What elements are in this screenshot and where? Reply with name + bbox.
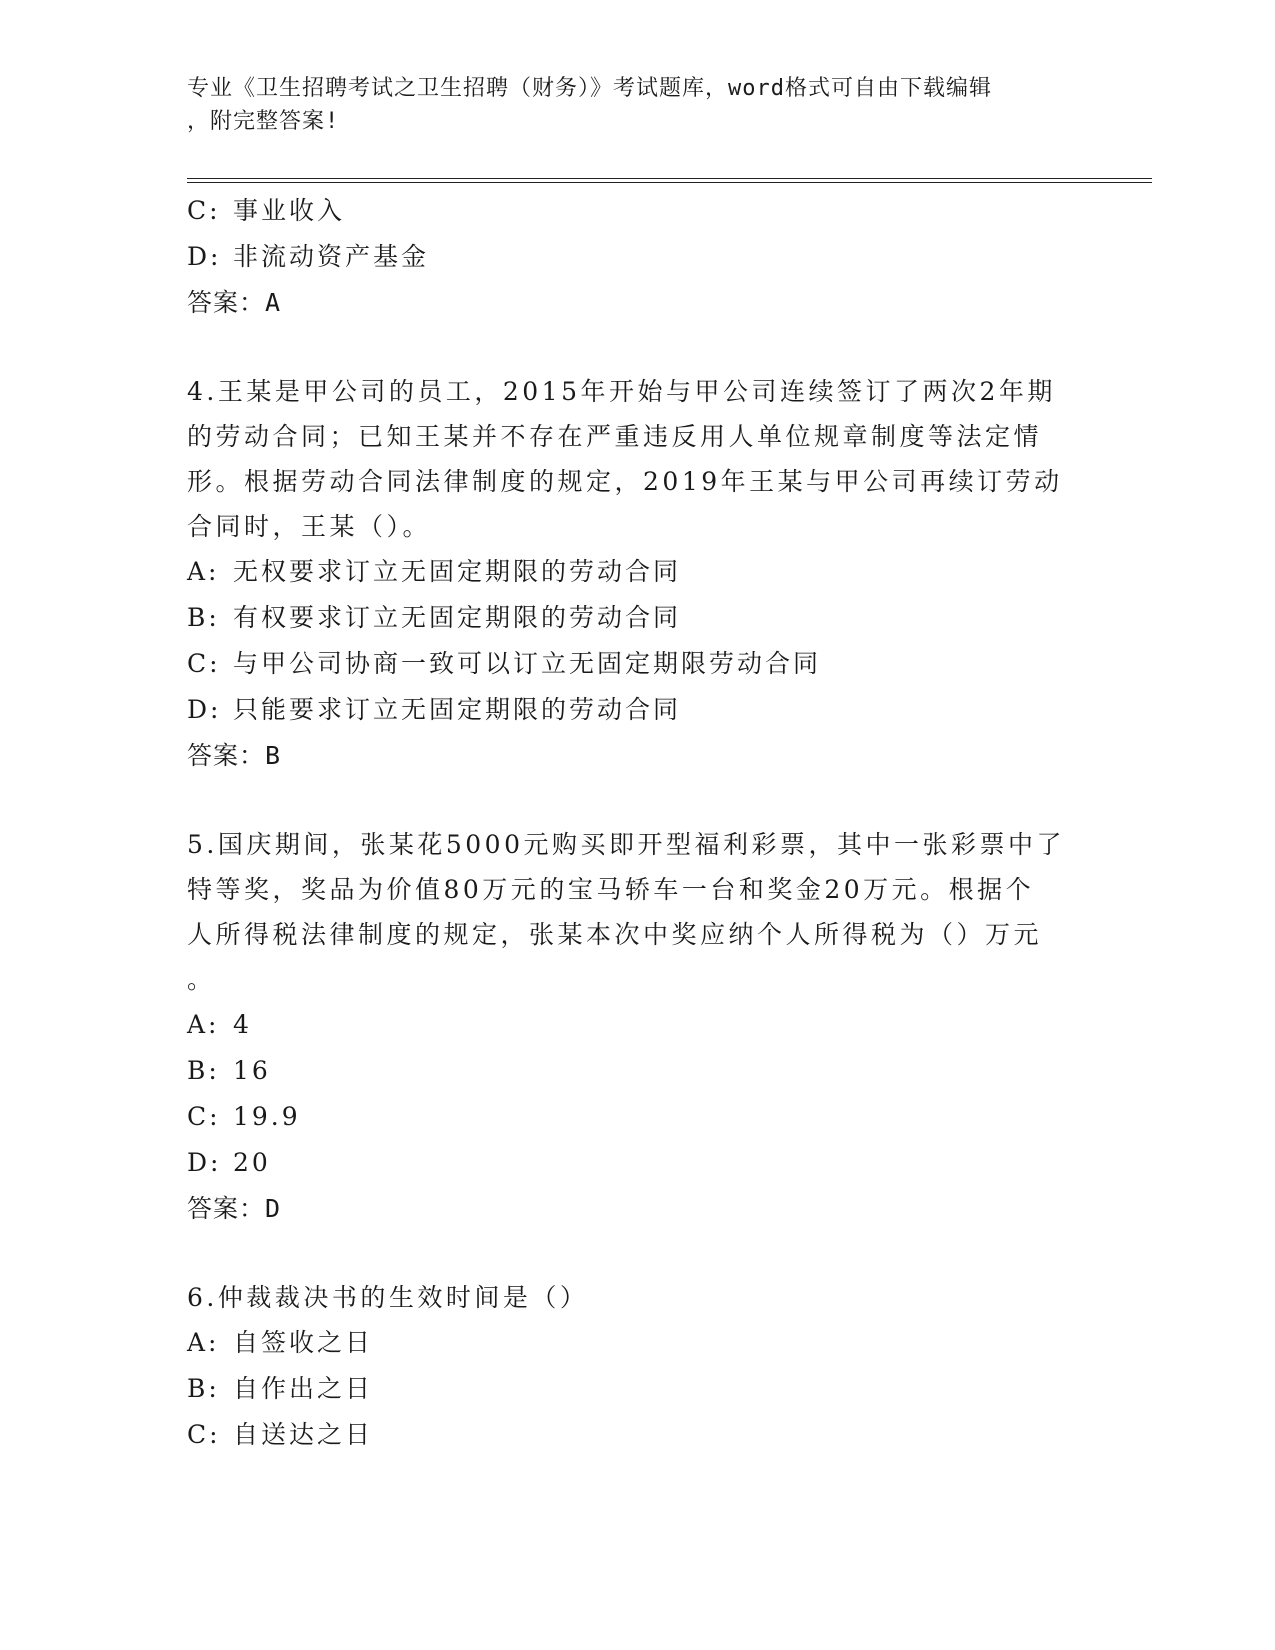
q5-option-d xyxy=(187,1140,1067,1186)
option-key: C: xyxy=(187,1420,221,1449)
q4-option-b xyxy=(187,595,1067,641)
spacer xyxy=(187,779,1067,822)
q6-option-c xyxy=(187,1412,1067,1458)
q5-stem-line: 人所得税法律制度的规定，张某本次中奖应纳个人所得税为（）万元 xyxy=(187,920,1043,949)
option-key: B: xyxy=(187,603,220,632)
q6-option-a xyxy=(187,1320,1067,1366)
q4-stem-line: 的劳动合同；已知王某并不存在严重违反用人单位规章制度等法定情 xyxy=(187,422,1043,451)
q4-stem-line: 形。根据劳动合同法律制度的规定，2019年王某与甲公司再续订劳动 xyxy=(187,467,1063,496)
header-divider-top xyxy=(187,178,1152,179)
q3-option-c xyxy=(187,188,1067,234)
q6-stem-line: 6.仲裁裁决书的生效时间是（） xyxy=(187,1283,589,1312)
option-text: 非流动资产基金 xyxy=(233,242,430,271)
option-key: A: xyxy=(187,557,220,586)
q3-option-d xyxy=(187,234,1067,280)
option-text: 与甲公司协商一致可以订立无固定期限劳动合同 xyxy=(233,649,822,678)
q4-option-a xyxy=(187,549,1067,595)
q4-stem-line: 4.王某是甲公司的员工，2015年开始与甲公司连续签订了两次2年期 xyxy=(187,377,1056,406)
q4-answer: 答案：B xyxy=(187,741,282,770)
q5-stem-line: 5.国庆期间，张某花5000元购买即开型福利彩票，其中一张彩票中了 xyxy=(187,830,1065,859)
q4-option-c xyxy=(187,641,1067,687)
option-key: D: xyxy=(187,242,222,271)
option-text: 有权要求订立无固定期限的劳动合同 xyxy=(233,603,682,632)
q5-stem xyxy=(187,822,1067,1002)
option-text: 自签收之日 xyxy=(233,1328,374,1357)
q5-option-c xyxy=(187,1094,1067,1140)
q6-stem xyxy=(187,1275,1067,1320)
header-title-line-2: ，附完整答案! xyxy=(187,109,340,134)
option-text: 自作出之日 xyxy=(233,1374,374,1403)
q4-stem-line: 合同时，王某（）。 xyxy=(187,512,432,541)
option-text: 无权要求订立无固定期限的劳动合同 xyxy=(233,557,682,586)
q5-option-b xyxy=(187,1048,1067,1094)
option-key: A: xyxy=(187,1010,220,1039)
q3-answer: 答案：A xyxy=(187,288,282,317)
option-text: 只能要求订立无固定期限的劳动合同 xyxy=(233,695,682,724)
option-key: C: xyxy=(187,649,221,678)
option-key: C: xyxy=(187,196,221,225)
option-text: 自送达之日 xyxy=(233,1420,374,1449)
option-key: B: xyxy=(187,1056,220,1085)
header-divider-bottom xyxy=(187,182,1152,183)
q4-option-d xyxy=(187,687,1067,733)
option-key: A: xyxy=(187,1328,220,1357)
option-text: 20 xyxy=(233,1148,271,1177)
option-text: 19.9 xyxy=(233,1102,301,1131)
option-key: C: xyxy=(187,1102,221,1131)
spacer xyxy=(187,326,1067,369)
option-key: D: xyxy=(187,1148,222,1177)
q4-stem xyxy=(187,369,1067,549)
q5-option-a xyxy=(187,1002,1067,1048)
option-text: 16 xyxy=(233,1056,271,1085)
q6-option-b xyxy=(187,1366,1067,1412)
spacer xyxy=(187,1232,1067,1275)
option-text: 4 xyxy=(233,1010,252,1039)
option-key: B: xyxy=(187,1374,220,1403)
q5-stem-line: 特等奖，奖品为价值80万元的宝马轿车一台和奖金20万元。根据个 xyxy=(187,875,1035,904)
document-body xyxy=(187,188,1067,1458)
document-header xyxy=(187,72,1067,138)
q5-stem-line: 。 xyxy=(187,965,216,994)
option-text: 事业收入 xyxy=(233,196,346,225)
q5-answer: 答案：D xyxy=(187,1194,282,1223)
option-key: D: xyxy=(187,695,222,724)
header-title-line-1: 专业《卫生招聘考试之卫生招聘（财务）》考试题库，word格式可自由下载编辑 xyxy=(187,76,992,101)
